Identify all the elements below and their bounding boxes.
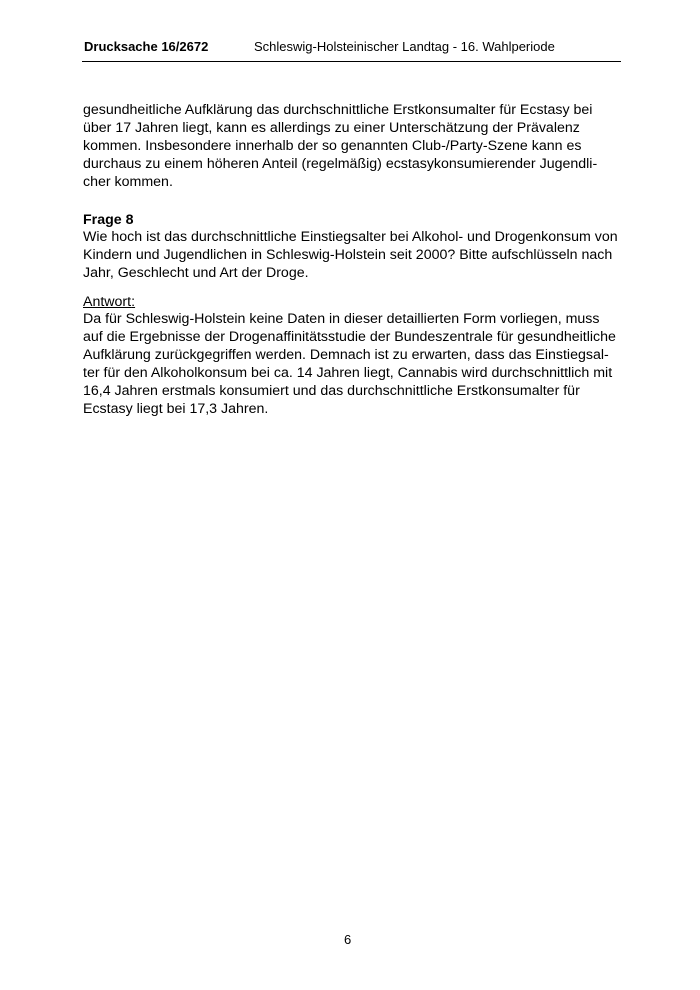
paragraph-continuation (83, 101, 623, 191)
text-line: cher kommen. (83, 174, 173, 190)
answer-heading (83, 293, 135, 311)
text-line: durchaus zu einem höheren Anteil (regelmäßig) ecstasykonsumierender Jugendli- (83, 156, 598, 172)
page-header (82, 39, 621, 62)
text-line: gesundheitliche Aufklärung das durchschnittliche Erstkonsumalter für Ecstasy bei (83, 102, 593, 118)
text-line: über 17 Jahren liegt, kann es allerdings zu einer Unterschätzung der Prävalenz (83, 120, 580, 136)
text-line: Jahr, Geschlecht und Art der Droge. (83, 265, 309, 281)
text-line: Ecstasy liegt bei 17,3 Jahren. (83, 401, 269, 417)
text-line: Wie hoch ist das durchschnittliche Einstiegsalter bei Alkohol- und Drogenkonsum von (83, 229, 618, 245)
text-line: Da für Schleswig-Holstein keine Daten in dieser detaillierten Form vorliegen, muss (83, 311, 600, 327)
answer-text (83, 310, 623, 418)
text-line: ter für den Alkoholkonsum bei ca. 14 Jahren liegt, Cannabis wird durchschnittlich mit (83, 365, 613, 381)
page-number: 6 (344, 932, 352, 947)
document-number: Drucksache 16/2672 (84, 39, 209, 54)
answer-heading-colon: : (131, 294, 136, 310)
text-line: kommen. Insbesondere innerhalb der so genannten Club-/Party-Szene kann es (83, 138, 582, 154)
text-line: Aufklärung zurückgegriffen werden. Demnach ist zu erwarten, dass das Einstiegsal- (83, 347, 609, 363)
question-text (83, 228, 623, 282)
parliament-title: Schleswig-Holsteinischer Landtag - 16. Wahlperiode (254, 39, 555, 54)
answer-heading-label: Antwort (83, 294, 132, 310)
text-line: 16,4 Jahren erstmals konsumiert und das durchschnittliche Erstkonsumalter für (83, 383, 580, 399)
text-line: Kindern und Jugendlichen in Schleswig-Holstein seit 2000? Bitte aufschlüsseln nach (83, 247, 613, 263)
question-heading: Frage 8 (83, 212, 134, 228)
text-line: auf die Ergebnisse der Drogenaffinitätsstudie der Bundeszentrale für gesundheitliche (83, 329, 616, 345)
